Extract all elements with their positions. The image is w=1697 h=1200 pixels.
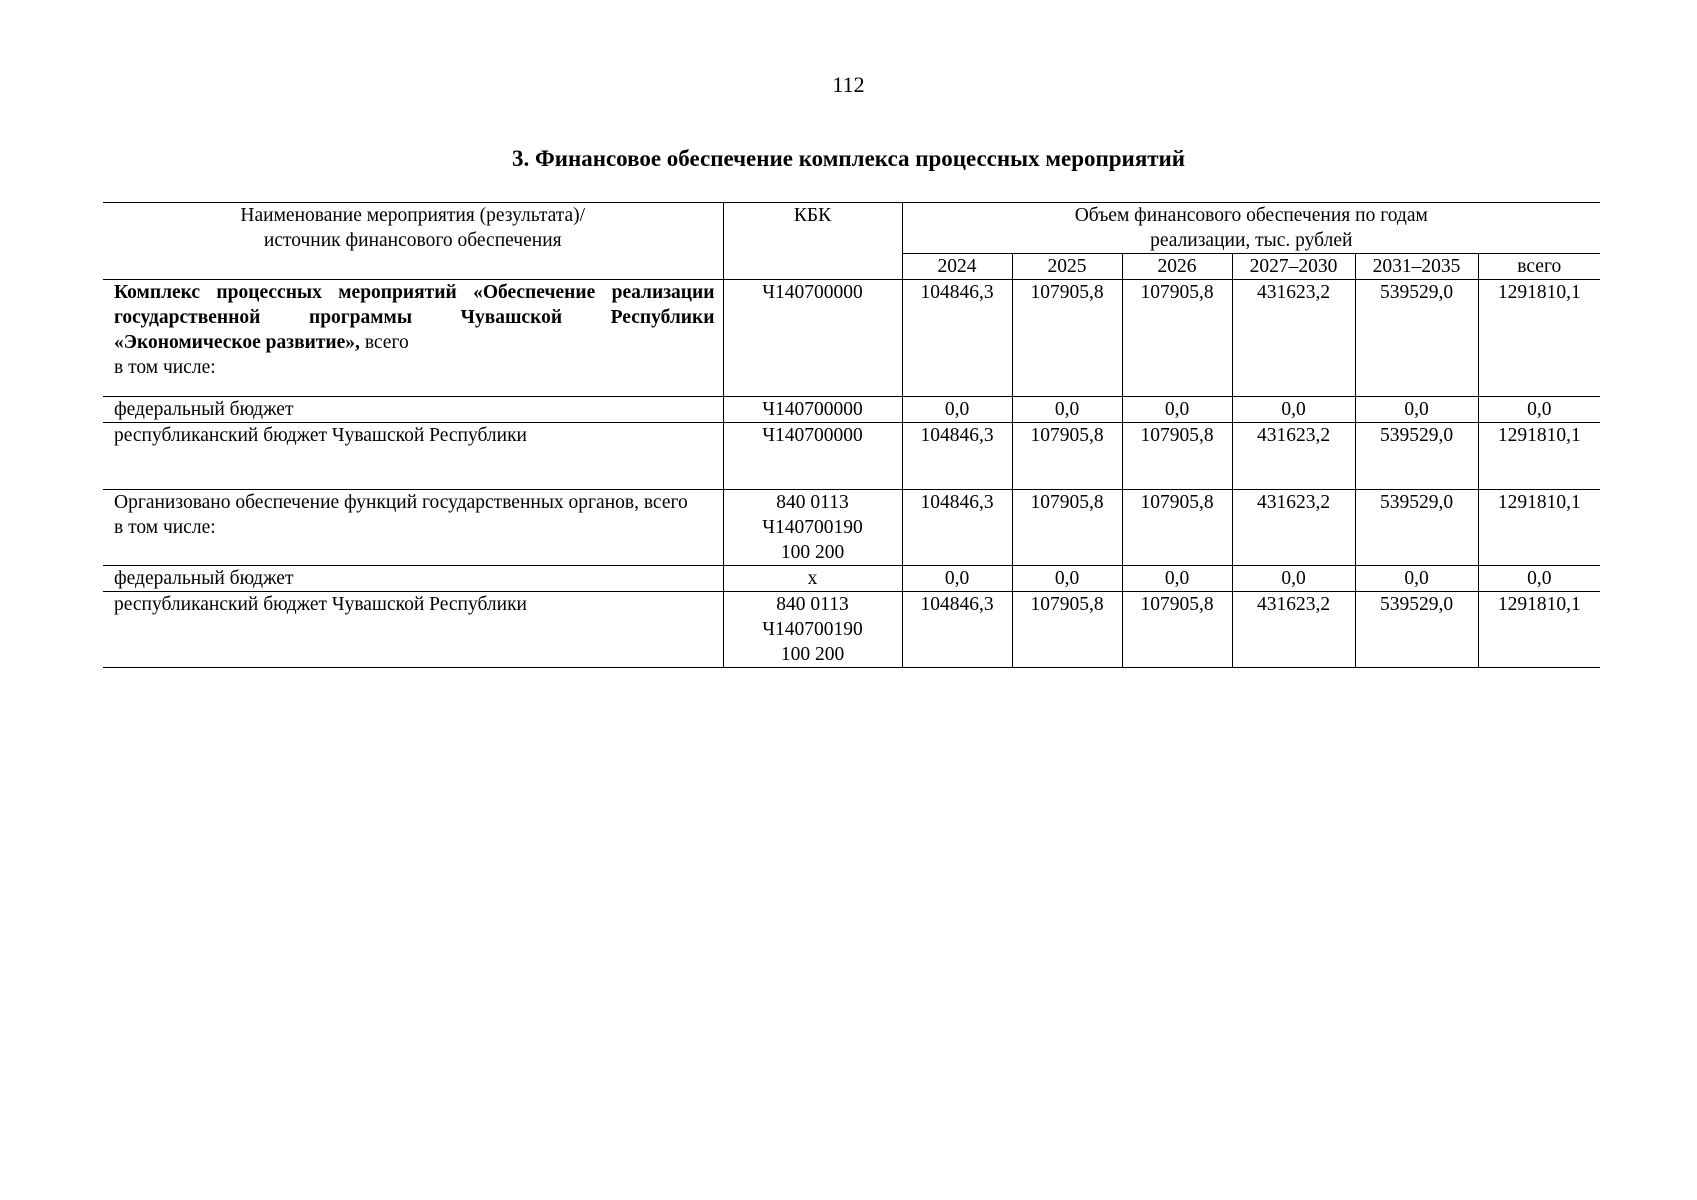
table-row <box>103 592 1600 668</box>
row-value: 104846,3 <box>902 280 1012 397</box>
row-value: 431623,2 <box>1232 490 1355 566</box>
row-value: 0,0 <box>902 566 1012 592</box>
row-name: республиканский бюджет Чувашской Республики <box>103 423 723 490</box>
row-value: 107905,8 <box>1122 592 1232 668</box>
row-value: 0,0 <box>1012 397 1122 423</box>
header-volume-line2: реализации, тыс. рублей <box>1150 230 1353 251</box>
row-value: 104846,3 <box>902 490 1012 566</box>
table-row <box>103 490 1600 566</box>
header-year: 2024 <box>902 254 1012 280</box>
row-value: 431623,2 <box>1232 423 1355 490</box>
row-name-tail: всего <box>364 332 409 353</box>
row-name-main: Организовано обеспечение функций государственных органов, всего <box>114 492 688 513</box>
row-name: республиканский бюджет Чувашской Республики <box>103 592 723 668</box>
row-kbk: Ч140700000 <box>723 280 902 397</box>
row-value: 107905,8 <box>1012 490 1122 566</box>
row-kbk-line: 840 0113 <box>776 594 849 615</box>
header-name-line2: источник финансового обеспечения <box>263 230 562 251</box>
row-value: 107905,8 <box>1012 280 1122 397</box>
row-name <box>103 490 723 566</box>
header-year: 2026 <box>1122 254 1232 280</box>
row-kbk: Ч140700000 <box>723 423 902 490</box>
header-kbk: КБК <box>723 203 902 280</box>
section-title: 3. Финансовое обеспечение комплекса процессных мероприятий <box>511 146 1186 171</box>
row-kbk-line: Ч140700190 <box>762 619 863 640</box>
row-value: 0,0 <box>1232 566 1355 592</box>
row-name-sub: в том числе: <box>114 357 216 378</box>
table-row <box>103 280 1600 397</box>
row-value: 0,0 <box>1478 566 1600 592</box>
header-name <box>103 203 723 280</box>
header-name-line1: Наименование мероприятия (результата)/ <box>240 205 586 226</box>
row-kbk-line: 100 200 <box>780 644 845 665</box>
table-header-row <box>103 203 1600 254</box>
header-year: 2031–2035 <box>1355 254 1478 280</box>
row-value: 539529,0 <box>1355 490 1478 566</box>
page-number: 112 <box>832 72 865 97</box>
row-value: 539529,0 <box>1355 280 1478 397</box>
row-value: 107905,8 <box>1012 592 1122 668</box>
row-name <box>103 280 723 397</box>
row-kbk: Ч140700000 <box>723 397 902 423</box>
row-name-sub: в том числе: <box>114 517 216 538</box>
row-value: 1291810,1 <box>1478 490 1600 566</box>
row-value: 0,0 <box>1012 566 1122 592</box>
row-value: 539529,0 <box>1355 423 1478 490</box>
row-value: 107905,8 <box>1012 423 1122 490</box>
row-name: федеральный бюджет <box>103 397 723 423</box>
row-value: 107905,8 <box>1122 490 1232 566</box>
row-value: 104846,3 <box>902 592 1012 668</box>
row-value: 1291810,1 <box>1478 423 1600 490</box>
row-value: 107905,8 <box>1122 423 1232 490</box>
row-value: 0,0 <box>1232 397 1355 423</box>
row-value: 431623,2 <box>1232 280 1355 397</box>
row-value: 0,0 <box>1478 397 1600 423</box>
row-value: 0,0 <box>1122 566 1232 592</box>
table-row <box>103 566 1600 592</box>
row-name-bold: Комплекс процессных мероприятий «Обеспечение реализации государственной программы Чувашской Республики «Экономическое развитие», <box>114 282 715 353</box>
row-value: 0,0 <box>1355 566 1478 592</box>
header-year: 2025 <box>1012 254 1122 280</box>
row-value: 0,0 <box>1355 397 1478 423</box>
row-value: 431623,2 <box>1232 592 1355 668</box>
row-kbk <box>723 490 902 566</box>
row-value: 107905,8 <box>1122 280 1232 397</box>
row-kbk-line: 840 0113 <box>776 492 849 513</box>
row-value: 104846,3 <box>902 423 1012 490</box>
header-volume-line1: Объем финансового обеспечения по годам <box>1074 205 1428 226</box>
financing-table <box>103 202 1600 668</box>
row-value: 539529,0 <box>1355 592 1478 668</box>
row-value: 1291810,1 <box>1478 280 1600 397</box>
row-kbk-line: 100 200 <box>780 542 845 563</box>
row-value: 0,0 <box>1122 397 1232 423</box>
row-kbk: х <box>723 566 902 592</box>
row-kbk-line: Ч140700190 <box>762 517 863 538</box>
header-volume <box>902 203 1600 254</box>
table-row <box>103 397 1600 423</box>
table-row <box>103 423 1600 490</box>
header-total: всего <box>1478 254 1600 280</box>
header-year: 2027–2030 <box>1232 254 1355 280</box>
row-kbk <box>723 592 902 668</box>
row-value: 1291810,1 <box>1478 592 1600 668</box>
row-name: федеральный бюджет <box>103 566 723 592</box>
row-value: 0,0 <box>902 397 1012 423</box>
